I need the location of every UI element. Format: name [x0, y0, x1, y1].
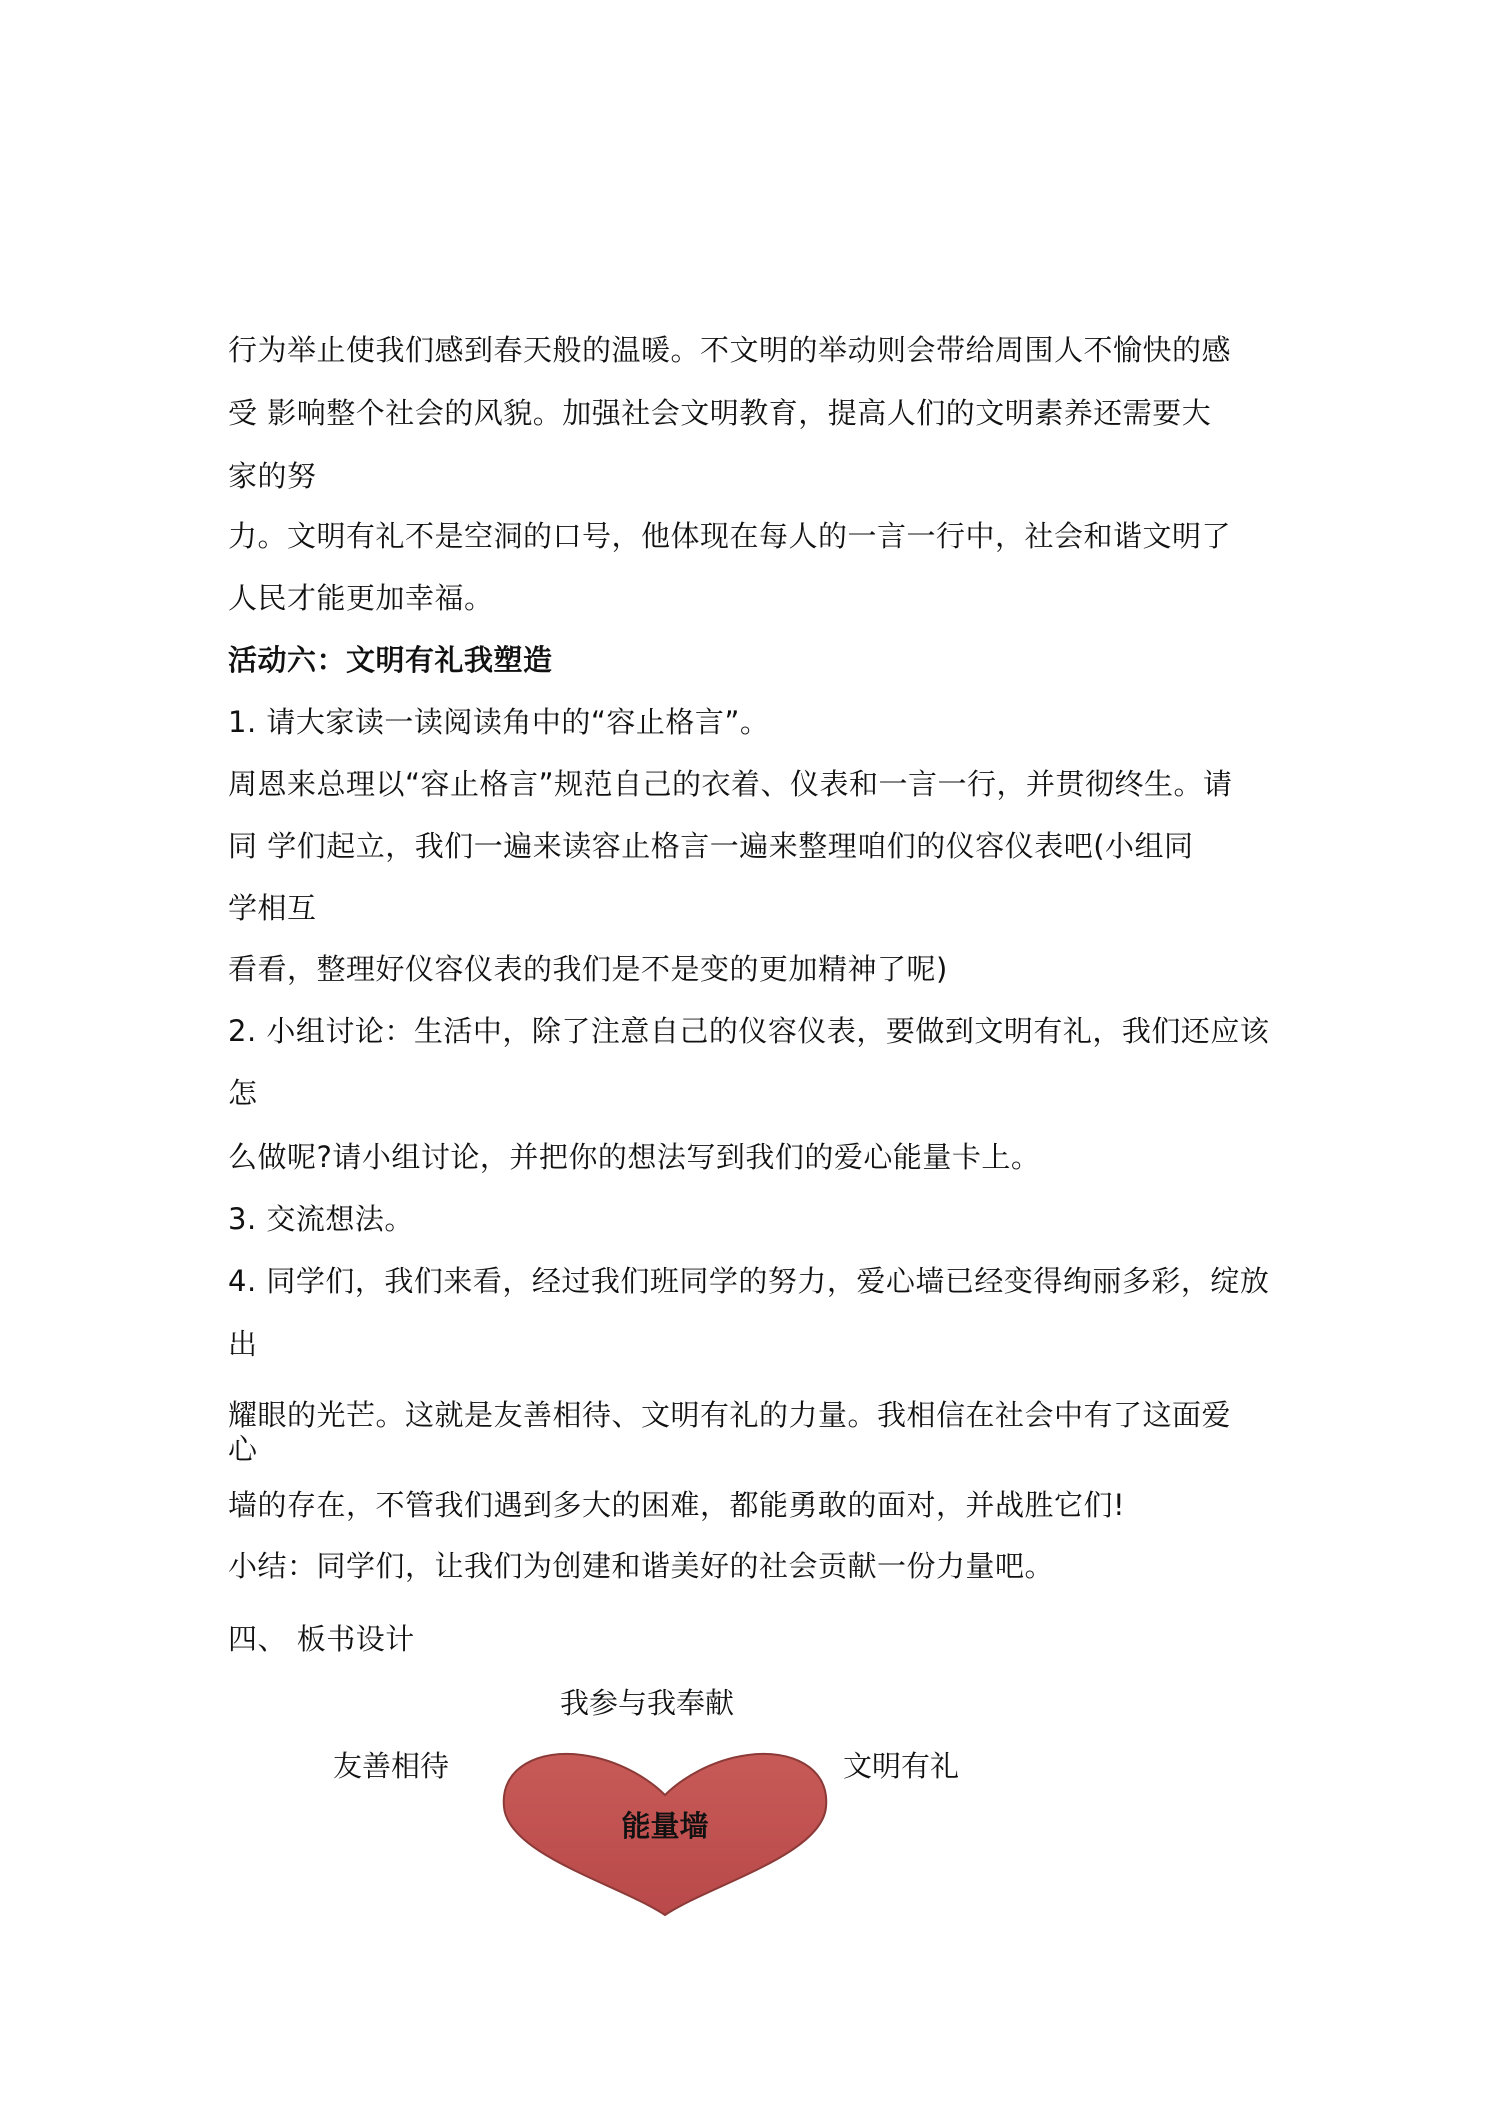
- activity-line-10: 4. 同学们，我们来看，经过我们班同学的努力，爱心墙已经变得绚丽多彩，绽放: [228, 1264, 1270, 1298]
- heart-label: 能量墙: [621, 1809, 709, 1843]
- activity-line-1: 1. 请大家读一读阅读角中的“容止格言”。: [228, 705, 770, 739]
- activity-line-11: 出: [228, 1327, 258, 1361]
- board-left-label: 友善相待: [333, 1749, 450, 1783]
- activity-line-2: 周恩来总理以“容止格言”规范自己的衣着、仪表和一言一行，并贯彻终生。请: [228, 767, 1233, 801]
- activity-line-14: 墙的存在，不管我们遇到多大的困难，都能勇敢的面对，并战胜它们!: [228, 1488, 1126, 1522]
- paragraph-line-3: 家的努: [228, 459, 317, 493]
- activity-line-4: 学相互: [228, 891, 317, 925]
- activity-line-6: 2. 小组讨论：生活中，除了注意自己的仪容仪表，要做到文明有礼，我们还应该: [228, 1014, 1270, 1048]
- board-top-label: 我参与我奉献: [560, 1686, 735, 1720]
- activity-line-13: 心: [228, 1432, 258, 1466]
- paragraph-line-4: 力。文明有礼不是空洞的口号，他体现在每人的一言一行中，社会和谐文明了: [228, 519, 1232, 553]
- activity-line-9: 3. 交流想法。: [228, 1202, 414, 1236]
- activity-line-12: 耀眼的光芒。这就是友善相待、文明有礼的力量。我相信在社会中有了这面爱: [228, 1398, 1232, 1432]
- activity-line-15: 小结：同学们，让我们为创建和谐美好的社会贡献一份力量吧。: [228, 1549, 1055, 1583]
- paragraph-line-5: 人民才能更加幸福。: [228, 581, 494, 615]
- board-right-label: 文明有礼: [843, 1749, 960, 1783]
- paragraph-line-1: 行为举止使我们感到春天般的温暖。不文明的举动则会带给周围人不愉快的感: [228, 333, 1232, 367]
- activity-line-3: 同 学们起立，我们一遍来读容止格言一遍来整理咱们的仪容仪表吧(小组同: [228, 829, 1194, 863]
- activity-line-5: 看看，整理好仪容仪表的我们是不是变的更加精神了呢): [228, 952, 948, 986]
- activity-line-16: 四、 板书设计: [228, 1622, 415, 1656]
- paragraph-line-2: 受 影响整个社会的风貌。加强社会文明教育，提高人们的文明素养还需要大: [228, 396, 1212, 430]
- activity-line-7: 怎: [228, 1076, 258, 1110]
- activity-heading: 活动六：文明有礼我塑造: [228, 643, 553, 677]
- activity-line-8: 么做呢?请小组讨论，并把你的想法写到我们的爱心能量卡上。: [228, 1140, 1041, 1174]
